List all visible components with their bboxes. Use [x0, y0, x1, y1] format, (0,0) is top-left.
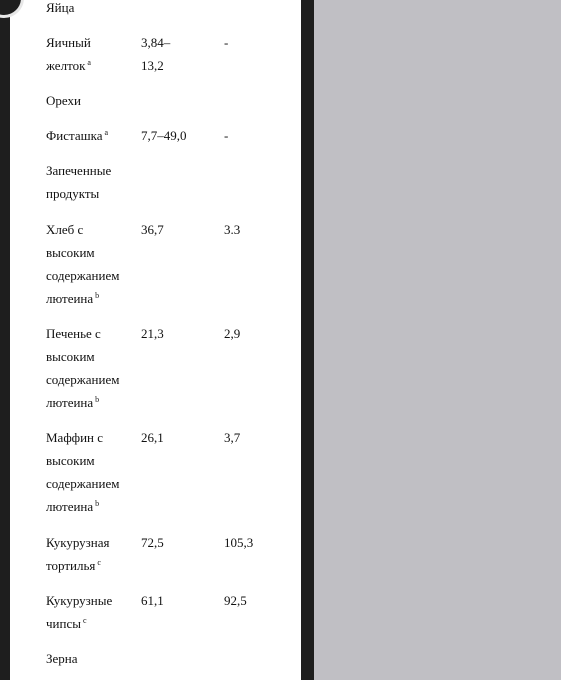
v2-text: - — [224, 128, 229, 143]
footnote-marker: b — [95, 395, 100, 404]
food-text: высоким — [46, 245, 95, 260]
food-text: Печенье с — [46, 326, 101, 341]
v1-text: 61,1 — [141, 593, 164, 608]
v1-text: 36,7 — [141, 222, 164, 237]
left-page-edge — [10, 0, 22, 680]
food-text: Кукурузные — [46, 593, 113, 608]
footnote-marker: a — [104, 128, 109, 137]
v1-text: 26,1 — [141, 430, 164, 445]
food-text: Яйца — [46, 0, 75, 15]
food-text: Запеченные — [46, 163, 112, 178]
food-text: содержанием — [46, 372, 120, 387]
v2-text: 92,5 — [224, 593, 247, 608]
food-text: содержанием — [46, 268, 120, 283]
food-text: Фисташка $^a$ — [46, 128, 109, 143]
food-text: высоким — [46, 349, 95, 364]
v2-text: 3.3 — [224, 222, 241, 237]
food-text: лютеина $^b$ — [46, 291, 100, 306]
food-text: лютеина $^b$ — [46, 395, 100, 410]
food-text: чипсы $^c$ — [46, 616, 87, 631]
footnote-marker: c — [82, 616, 87, 625]
food-text: лютеина $^b$ — [46, 499, 100, 514]
v1-text: 3,84– — [141, 35, 171, 50]
food-text: продукты — [46, 186, 100, 201]
footnote-marker: c — [97, 558, 101, 567]
v1-text: 21,3 — [141, 326, 164, 341]
v2-text: 105,3 — [224, 535, 254, 550]
food-text: Хлеб с — [46, 222, 84, 237]
food-text: тортилья $^c$ — [46, 558, 101, 573]
footnote-marker: b — [95, 499, 100, 508]
v2-text: 2,9 — [224, 326, 241, 341]
food-text: Орехи — [46, 93, 81, 108]
food-text: Яичный — [46, 35, 91, 50]
v1-text: 7,7–49,0 — [141, 128, 187, 143]
footnote-marker: b — [95, 291, 100, 300]
food-text: высоким — [46, 453, 95, 468]
food-text: Кукурузная — [46, 535, 110, 550]
food-text: желток $^a$ — [46, 58, 91, 73]
food-text: Маффин с — [46, 430, 104, 445]
document-page — [10, 0, 301, 680]
food-text: Зерна — [46, 651, 78, 666]
v1-text: 13,2 — [141, 58, 164, 73]
v2-text: 3,7 — [224, 430, 241, 445]
footnote-marker: a — [87, 58, 91, 67]
v1-text: 72,5 — [141, 535, 164, 550]
food-text: содержанием — [46, 476, 120, 491]
v2-text: - — [224, 35, 229, 50]
